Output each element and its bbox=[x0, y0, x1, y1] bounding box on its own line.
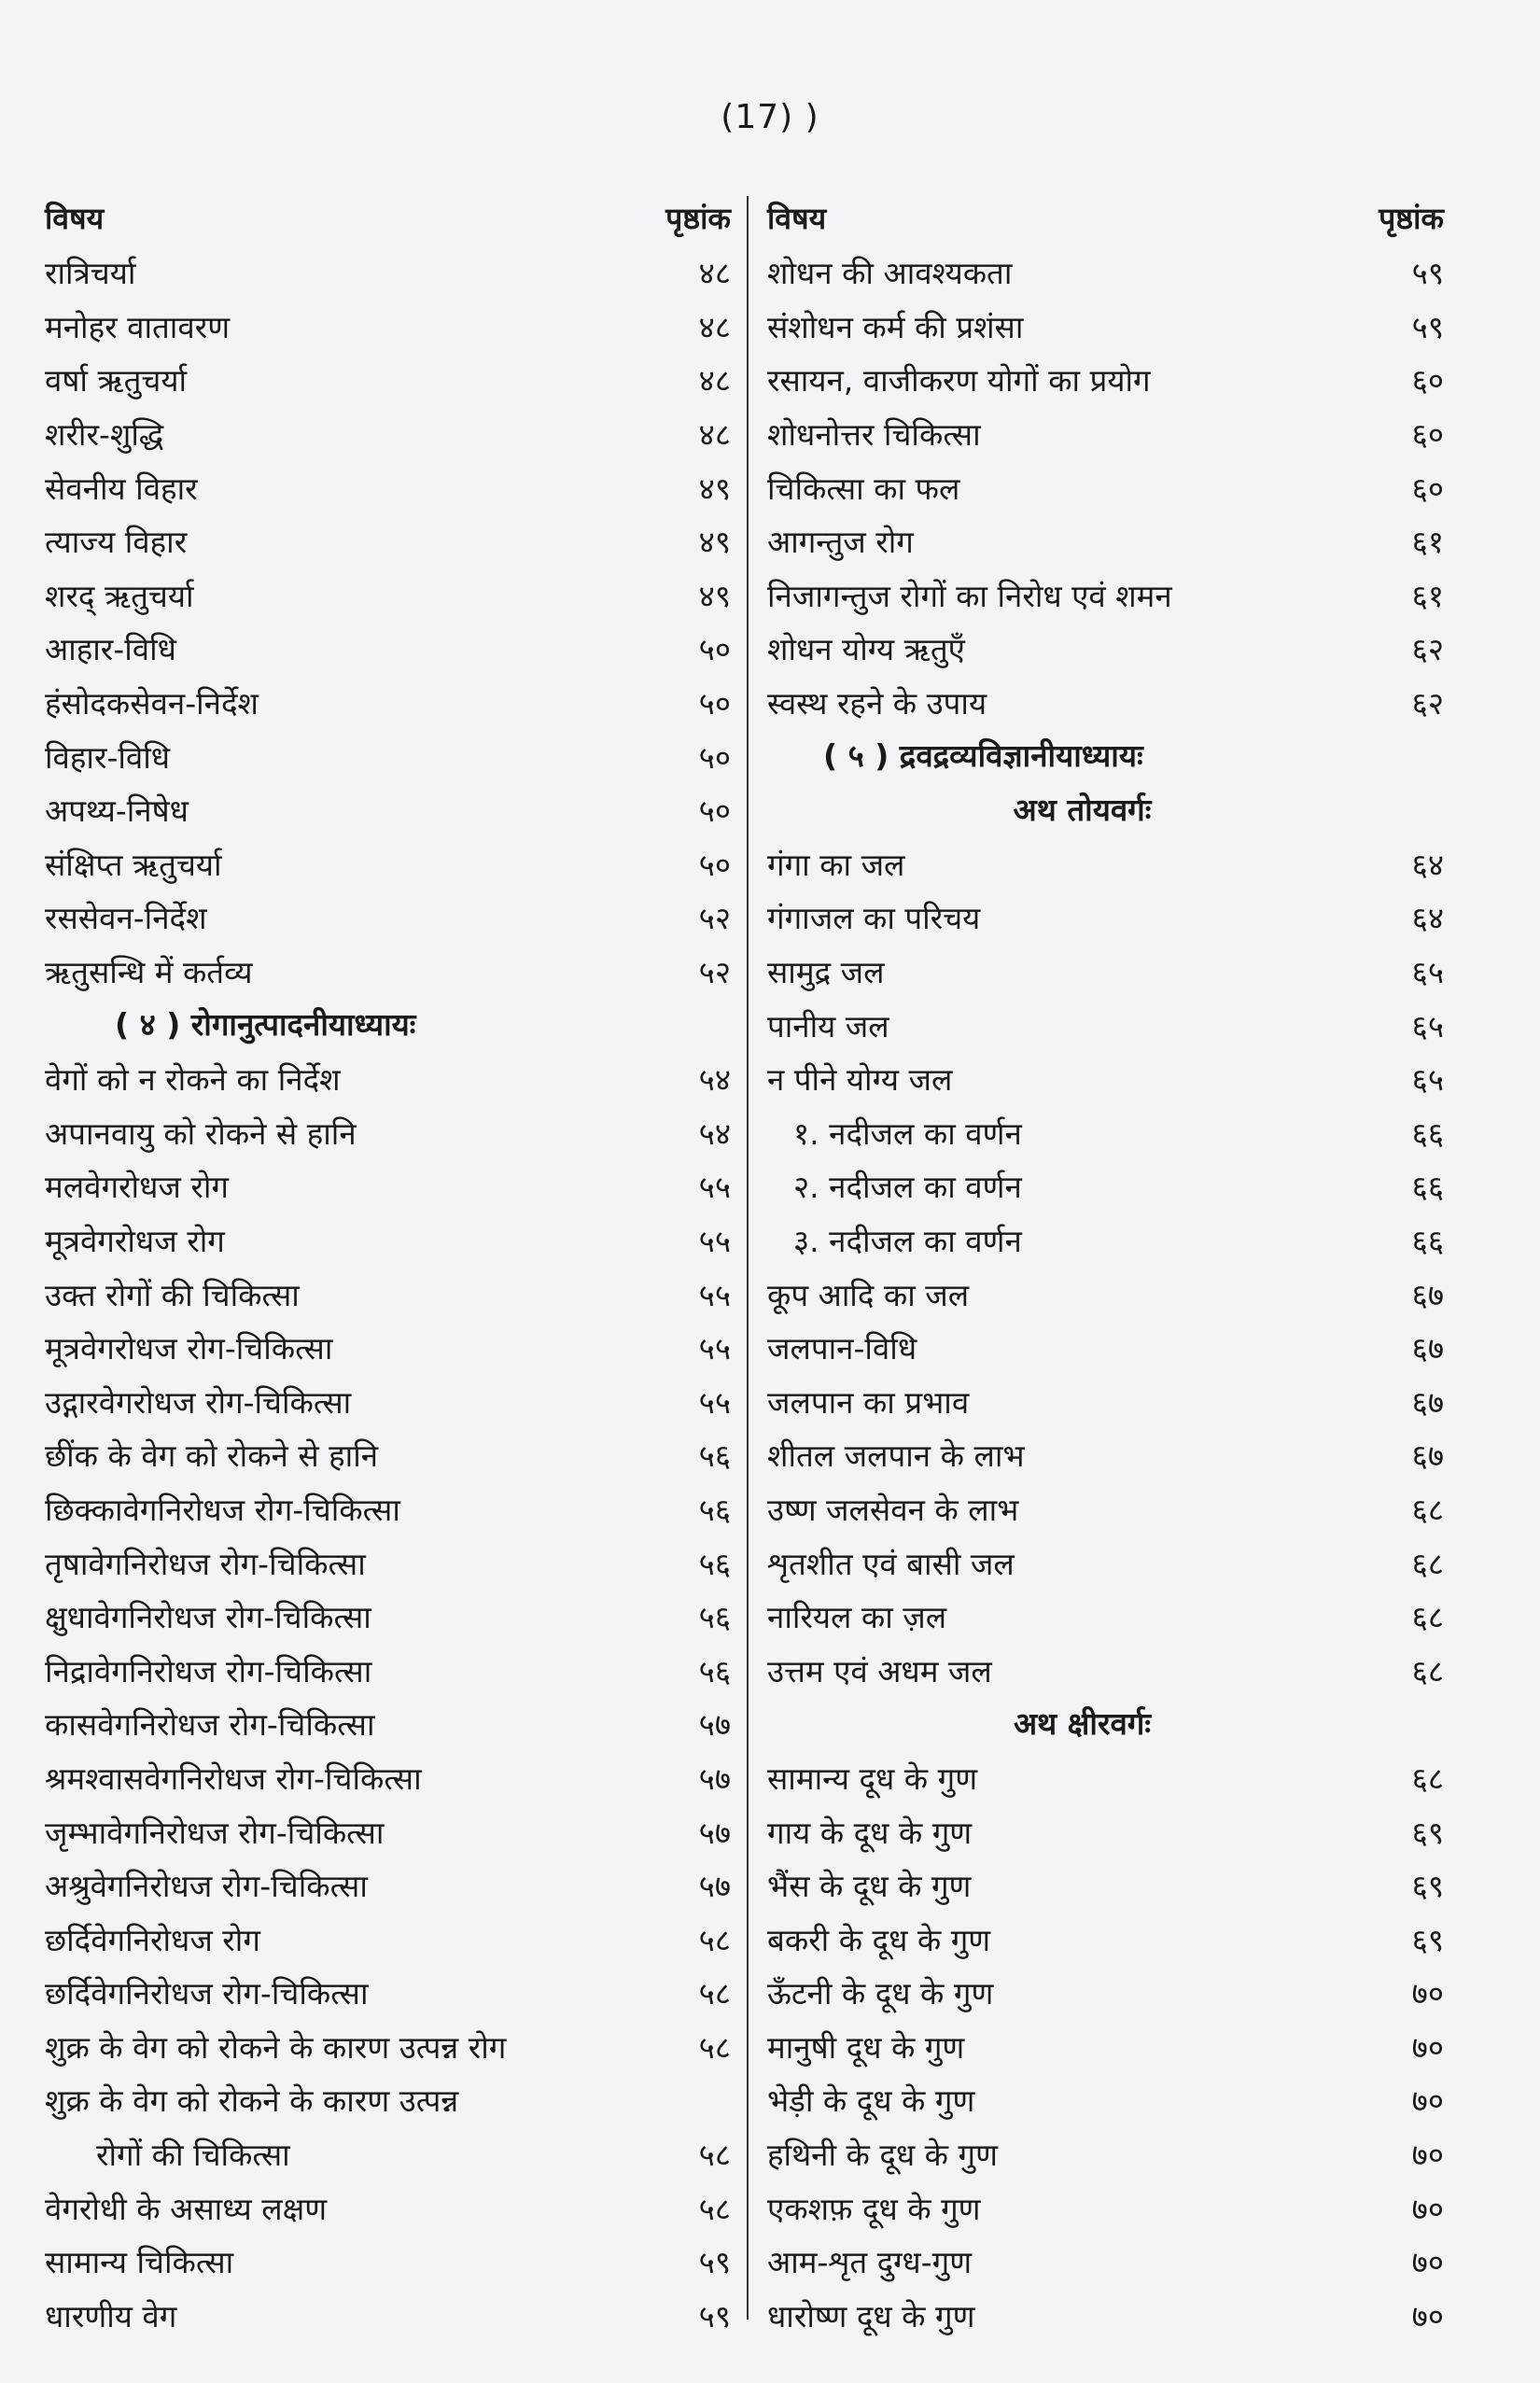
toc-entry-page: ६० bbox=[1411, 362, 1444, 400]
toc-entry-page: ५० bbox=[698, 631, 731, 668]
toc-entry bbox=[767, 407, 1444, 461]
toc-entry bbox=[45, 1482, 731, 1536]
toc-entry-title: जलपान-विधि bbox=[767, 1330, 917, 1367]
toc-entry-page: ६६ bbox=[1411, 1114, 1444, 1152]
right-header-subject: विषय bbox=[767, 201, 827, 236]
toc-entry bbox=[45, 407, 731, 461]
toc-entry bbox=[767, 1966, 1444, 2020]
left-header bbox=[45, 191, 731, 245]
toc-entry bbox=[767, 622, 1444, 676]
toc-entry-title: छर्दिवेगनिरोधज रोग-चिकित्सा bbox=[45, 1975, 369, 2012]
toc-entry-title: आगन्तुज रोग bbox=[767, 524, 914, 561]
right-column bbox=[767, 191, 1444, 2342]
toc-entry bbox=[45, 1858, 731, 1913]
toc-entry-title: उष्ण जलसेवन के लाभ bbox=[767, 1491, 1019, 1528]
chapter-heading: ( ४ ) रोगानुत्पादनीयाध्यायः bbox=[115, 1006, 416, 1044]
toc-entry-title: कासवेगनिरोधज रोग-चिकित्सा bbox=[45, 1706, 375, 1744]
toc-entry-page: ४९ bbox=[698, 577, 731, 614]
toc-entry-page: ६८ bbox=[1411, 1652, 1444, 1689]
toc-entry-title: अपानवायु को रोकने से हानि bbox=[45, 1114, 357, 1152]
toc-entry-title: धारणीय वेग bbox=[45, 2297, 177, 2334]
toc-entry-page: ६५ bbox=[1411, 954, 1444, 991]
toc-entry-title: गंगा का जल bbox=[767, 846, 905, 883]
toc-entry bbox=[45, 2020, 731, 2074]
right-header-page: पृष्ठांक bbox=[1379, 201, 1444, 236]
toc-entry-page: ५० bbox=[698, 738, 731, 776]
toc-entry-title: मूत्रवेगरोधज रोग-चिकित्सा bbox=[45, 1330, 333, 1367]
toc-entry-title: रात्रिचर्या bbox=[45, 255, 136, 292]
toc-entry-title: मलवेगरोधज रोग bbox=[45, 1169, 229, 1206]
toc-entry-page: ४८ bbox=[698, 308, 731, 345]
toc-entry bbox=[767, 890, 1444, 945]
toc-entry bbox=[45, 460, 731, 514]
toc-entry bbox=[767, 1590, 1444, 1644]
toc-entry bbox=[45, 729, 731, 783]
toc-entry-page: ५० bbox=[698, 792, 731, 830]
toc-entry bbox=[767, 2235, 1444, 2289]
toc-entry bbox=[45, 245, 731, 300]
toc-entry-title: क्षुधावेगनिरोधज रोग-चिकित्सा bbox=[45, 1599, 371, 1636]
toc-entry bbox=[45, 2180, 731, 2235]
toc-entry bbox=[767, 2127, 1444, 2181]
toc-entry bbox=[767, 1106, 1444, 1160]
toc-entry-title: आम-शृत दुग्ध-गुण bbox=[767, 2244, 973, 2281]
toc-entry-title: उद्गारवेगरोधज रोग-चिकित्सा bbox=[45, 1383, 352, 1421]
toc-entry-page: ५६ bbox=[698, 1491, 731, 1528]
toc-entry bbox=[767, 945, 1444, 999]
section-heading: अथ क्षीरवर्गः bbox=[1013, 1705, 1152, 1743]
toc-entry bbox=[767, 1804, 1444, 1858]
toc-entry-title: आहार-विधि bbox=[45, 631, 176, 668]
toc-entry bbox=[45, 1106, 731, 1160]
toc-entry-page: ६२ bbox=[1411, 685, 1444, 722]
toc-entry-page: ५९ bbox=[698, 2244, 731, 2281]
toc-entry bbox=[767, 1535, 1444, 1590]
toc-entry-page: ६२ bbox=[1411, 631, 1444, 668]
toc-entry-page: ६८ bbox=[1411, 1759, 1444, 1797]
toc-entry-title: ऊँटनी के दूध के गुण bbox=[767, 1975, 994, 2012]
toc-entry-page: ६८ bbox=[1411, 1599, 1444, 1636]
toc-entry-title: शरद् ऋतुचर्या bbox=[45, 577, 194, 614]
toc-entry bbox=[767, 1643, 1444, 1697]
toc-entry bbox=[45, 2127, 731, 2181]
toc-entry bbox=[767, 300, 1444, 354]
toc-entry-title: सामुद्र जल bbox=[767, 954, 885, 991]
toc-entry-page: ४८ bbox=[698, 416, 731, 454]
toc-entry-title: बकरी के दूध के गुण bbox=[767, 1921, 991, 1958]
toc-entry-title: उक्त रोगों की चिकित्सा bbox=[45, 1276, 300, 1313]
toc-entry-title: ३. नदीजल का वर्णन bbox=[793, 1222, 1022, 1259]
toc-entry-title: शीतल जलपान के लाभ bbox=[767, 1437, 1025, 1475]
toc-entry bbox=[767, 2020, 1444, 2074]
toc-entry bbox=[767, 837, 1444, 891]
toc-entry bbox=[45, 676, 731, 730]
toc-entry-page: ६८ bbox=[1411, 1491, 1444, 1528]
toc-entry-page: ६४ bbox=[1411, 900, 1444, 937]
toc-entry-page: ६८ bbox=[1411, 1545, 1444, 1582]
toc-entry-page: ५५ bbox=[698, 1383, 731, 1421]
toc-entry-title: निद्रावेगनिरोधज रोग-चिकित्सा bbox=[45, 1652, 372, 1689]
toc-entry bbox=[45, 622, 731, 676]
toc-entry-page: ६४ bbox=[1411, 846, 1444, 883]
toc-entry-page: ५७ bbox=[698, 1706, 731, 1744]
toc-entry-page: ५९ bbox=[1411, 308, 1444, 345]
toc-entry-page: ५० bbox=[698, 685, 731, 722]
toc-entry bbox=[767, 2073, 1444, 2127]
toc-entry-title: निजागन्तुज रोगों का निरोध एवं शमन bbox=[767, 577, 1172, 614]
toc-entry bbox=[767, 514, 1444, 568]
toc-entry-page: ६७ bbox=[1411, 1276, 1444, 1313]
toc-entry-title: उत्तम एवं अधम जल bbox=[767, 1652, 992, 1689]
toc-entry-title: भेड़ी के दूध के गुण bbox=[767, 2082, 975, 2120]
toc-entry-title: २. नदीजल का वर्णन bbox=[793, 1169, 1022, 1206]
toc-entry-page: ५७ bbox=[698, 1868, 731, 1905]
toc-entry bbox=[45, 2073, 731, 2127]
toc-entry bbox=[45, 353, 731, 407]
toc-entry-title: चिकित्सा का फल bbox=[767, 470, 960, 507]
toc-entry bbox=[45, 1966, 731, 2020]
toc-entry-title: वेगों को न रोकने का निर्देश bbox=[45, 1061, 341, 1099]
toc-entry-page: ५५ bbox=[698, 1169, 731, 1206]
toc-entry-title: रोगों की चिकित्सा bbox=[96, 2137, 290, 2174]
toc-entry-title: अपथ्य-निषेध bbox=[45, 792, 189, 830]
toc-entry-title: गंगाजल का परिचय bbox=[767, 900, 981, 937]
toc-entry-page: ५९ bbox=[698, 2297, 731, 2334]
toc-entry-title: भैंस के दूध के गुण bbox=[767, 1868, 972, 1905]
toc-entry bbox=[767, 1751, 1444, 1805]
toc-entry bbox=[767, 2289, 1444, 2343]
toc-entry-title: एकशफ़ दूध के गुण bbox=[767, 2190, 981, 2227]
toc-entry-page: ५७ bbox=[698, 1759, 731, 1797]
toc-entry bbox=[45, 1751, 731, 1805]
toc-entry-title: हथिनी के दूध के गुण bbox=[767, 2137, 998, 2174]
toc-entry-title: जलपान का प्रभाव bbox=[767, 1383, 970, 1421]
toc-entry-page: ६७ bbox=[1411, 1383, 1444, 1421]
toc-entry bbox=[45, 2235, 731, 2289]
toc-entry bbox=[767, 676, 1444, 730]
toc-entry-page: ४९ bbox=[698, 524, 731, 561]
toc-entry-page: ५२ bbox=[698, 954, 731, 991]
toc-entry-page: ५० bbox=[698, 846, 731, 883]
toc-entry bbox=[45, 1052, 731, 1106]
toc-entry-page: ६९ bbox=[1411, 1868, 1444, 1905]
toc-entry-page: ६९ bbox=[1411, 1921, 1444, 1958]
toc-entry-page: ४९ bbox=[698, 470, 731, 507]
toc-entry bbox=[767, 1374, 1444, 1428]
toc-entry-page: ५६ bbox=[698, 1437, 731, 1475]
toc-entry bbox=[45, 1267, 731, 1321]
toc-entry-title: छिक्कावेगनिरोधज रोग-चिकित्सा bbox=[45, 1491, 400, 1528]
toc-entry bbox=[45, 1374, 731, 1428]
toc-entry-title: कूप आदि का जल bbox=[767, 1276, 970, 1313]
toc-entry-title: धारोष्ण दूध के गुण bbox=[767, 2297, 975, 2334]
toc-entry-page: ५७ bbox=[698, 1814, 731, 1851]
toc-entry bbox=[767, 353, 1444, 407]
toc-entry-page: ६५ bbox=[1411, 1061, 1444, 1099]
toc-entry-title: विहार-विधि bbox=[45, 738, 171, 776]
toc-entry-page: ५२ bbox=[698, 900, 731, 937]
toc-entry bbox=[45, 1428, 731, 1482]
toc-entry-page: ७० bbox=[1411, 2137, 1444, 2174]
toc-entry-title: वेगरोधी के असाध्य लक्षण bbox=[45, 2190, 328, 2227]
toc-entry bbox=[45, 1804, 731, 1858]
toc-entry-title: सामान्य चिकित्सा bbox=[45, 2244, 234, 2281]
toc-entry bbox=[767, 1912, 1444, 1966]
toc-entry-title: जृम्भावेगनिरोधज रोग-चिकित्सा bbox=[45, 1814, 385, 1851]
toc-entry-title: १. नदीजल का वर्णन bbox=[793, 1114, 1022, 1152]
toc-entry bbox=[45, 2289, 731, 2343]
toc-entry-page: ६० bbox=[1411, 416, 1444, 454]
toc-entry-title: शोधनोत्तर चिकित्सा bbox=[767, 416, 981, 454]
toc-entry-page: ७० bbox=[1411, 2244, 1444, 2281]
toc-entry-title: अश्रुवेगनिरोधज रोग-चिकित्सा bbox=[45, 1868, 368, 1905]
left-header-page: पृष्ठांक bbox=[665, 201, 731, 236]
toc-entry bbox=[45, 514, 731, 568]
section-heading: अथ तोयवर्गः bbox=[1013, 791, 1152, 828]
toc-entry bbox=[767, 1052, 1444, 1106]
toc-entry bbox=[767, 1267, 1444, 1321]
toc-entry-title: ऋतुसन्धि में कर्तव्य bbox=[45, 954, 253, 991]
toc-entry bbox=[45, 1159, 731, 1213]
chapter-heading: ( ५ ) द्रवद्रव्यविज्ञानीयाध्यायः bbox=[823, 737, 1143, 775]
toc-entry-page: ५६ bbox=[698, 1599, 731, 1636]
toc-entry-page: ५८ bbox=[698, 1975, 731, 2012]
toc-entry bbox=[45, 837, 731, 891]
toc-entry-page: ६१ bbox=[1411, 524, 1444, 561]
right-header bbox=[767, 191, 1444, 245]
toc-entry-page: ५८ bbox=[698, 2190, 731, 2227]
toc-entry bbox=[45, 568, 731, 623]
toc-entry-page: ६५ bbox=[1411, 1007, 1444, 1044]
toc-entry bbox=[767, 245, 1444, 300]
right-toc-list bbox=[767, 245, 1444, 2342]
toc-entry-page: ७० bbox=[1411, 2297, 1444, 2334]
left-toc-list bbox=[45, 245, 731, 2342]
toc-entry bbox=[767, 1321, 1444, 1375]
toc-entry-page: ७० bbox=[1411, 2190, 1444, 2227]
toc-entry bbox=[45, 300, 731, 354]
toc-entry-page: ५४ bbox=[698, 1061, 731, 1099]
toc-entry-page: ५८ bbox=[698, 2137, 731, 2174]
toc-entry bbox=[45, 1697, 731, 1751]
toc-entry-title: शोधन की आवश्यकता bbox=[767, 255, 1013, 292]
toc-entry-page: ५८ bbox=[698, 2028, 731, 2066]
toc-entry-page: ७० bbox=[1411, 1975, 1444, 2012]
toc-entry-title: तृषावेगनिरोधज रोग-चिकित्सा bbox=[45, 1545, 366, 1582]
toc-entry-page: ५६ bbox=[698, 1545, 731, 1582]
toc-entry bbox=[767, 568, 1444, 623]
toc-entry-page: ४८ bbox=[698, 255, 731, 292]
toc-entry-page: ६६ bbox=[1411, 1222, 1444, 1259]
toc-entry bbox=[767, 1213, 1444, 1268]
toc-entry-page: ५५ bbox=[698, 1330, 731, 1367]
toc-entry-page: ५९ bbox=[1411, 255, 1444, 292]
toc-entry-title: वर्षा ऋतुचर्या bbox=[45, 362, 188, 400]
toc-entry bbox=[45, 1321, 731, 1375]
toc-entry bbox=[767, 1159, 1444, 1213]
page-number: (17) ) bbox=[721, 98, 819, 136]
toc-entry-title: सामान्य दूध के गुण bbox=[767, 1759, 978, 1797]
toc-entry-title: सेवनीय विहार bbox=[45, 470, 198, 507]
toc-entry-title: पानीय जल bbox=[767, 1007, 889, 1044]
toc-entry bbox=[45, 945, 731, 999]
toc-entry-title: शरीर-शुद्धि bbox=[45, 416, 164, 454]
toc-entry-title: संक्षिप्त ऋतुचर्या bbox=[45, 846, 222, 883]
toc-entry-title: मूत्रवेगरोधज रोग bbox=[45, 1222, 225, 1259]
left-header-subject: विषय bbox=[45, 201, 105, 236]
toc-entry-title: गाय के दूध के गुण bbox=[767, 1814, 973, 1851]
toc-entry-title: रसायन, वाजीकरण योगों का प्रयोग bbox=[767, 362, 1151, 400]
toc-entry-page: ५८ bbox=[698, 1921, 731, 1958]
left-column bbox=[45, 191, 731, 2342]
toc-entry-page: ६० bbox=[1411, 470, 1444, 507]
toc-entry-page: ५५ bbox=[698, 1276, 731, 1313]
toc-entry-title: शृतशीत एवं बासी जल bbox=[767, 1545, 1015, 1582]
toc-entry-title: श्रमश्वासवेगनिरोधज रोग-चिकित्सा bbox=[45, 1759, 422, 1797]
toc-entry-page: ६७ bbox=[1411, 1330, 1444, 1367]
toc-entry-page: ६७ bbox=[1411, 1437, 1444, 1475]
toc-entry bbox=[45, 1643, 731, 1697]
toc-entry bbox=[45, 783, 731, 837]
toc-entry bbox=[45, 1213, 731, 1268]
toc-entry-page: ५४ bbox=[698, 1114, 731, 1152]
toc-entry-title: संशोधन कर्म की प्रशंसा bbox=[767, 308, 1024, 345]
toc-entry-title: न पीने योग्य जल bbox=[767, 1061, 953, 1099]
toc-entry bbox=[767, 1858, 1444, 1913]
toc-entry bbox=[767, 1428, 1444, 1482]
toc-entry-title: हंसोदकसेवन-निर्देश bbox=[45, 685, 259, 722]
toc-entry-title: शुक्र के वेग को रोकने के कारण उत्पन्न bbox=[45, 2082, 459, 2120]
toc-entry-page: ५५ bbox=[698, 1222, 731, 1259]
toc-entry bbox=[767, 2180, 1444, 2235]
toc-entry-page: ६९ bbox=[1411, 1814, 1444, 1851]
toc-entry-title: छींक के वेग को रोकने से हानि bbox=[45, 1437, 379, 1475]
toc-entry-title: स्वस्थ रहने के उपाय bbox=[767, 685, 987, 722]
column-divider bbox=[747, 196, 749, 2320]
toc-entry bbox=[767, 460, 1444, 514]
toc-entry-title: त्याज्य विहार bbox=[45, 524, 188, 561]
toc-entry-page: ६१ bbox=[1411, 577, 1444, 614]
toc-entry bbox=[45, 1590, 731, 1644]
toc-entry bbox=[767, 1482, 1444, 1536]
toc-entry-title: शोधन योग्य ऋतुएँ bbox=[767, 631, 965, 668]
toc-entry bbox=[767, 998, 1444, 1052]
toc-entry-page: ६६ bbox=[1411, 1169, 1444, 1206]
toc-entry-title: मनोहर वातावरण bbox=[45, 308, 231, 345]
toc-entry bbox=[45, 1535, 731, 1590]
toc-entry-title: मानुषी दूध के गुण bbox=[767, 2028, 965, 2066]
toc-entry-page: ७० bbox=[1411, 2082, 1444, 2120]
toc-entry-page: ४८ bbox=[698, 362, 731, 400]
toc-entry bbox=[45, 890, 731, 945]
toc-entry-page: ७० bbox=[1411, 2028, 1444, 2066]
toc-entry-title: शुक्र के वेग को रोकने के कारण उत्पन्न रोग bbox=[45, 2028, 507, 2066]
toc-entry-page: ५६ bbox=[698, 1652, 731, 1689]
toc-entry-title: रससेवन-निर्देश bbox=[45, 900, 207, 937]
toc-entry-title: नारियल का ज़ल bbox=[767, 1599, 947, 1636]
toc-entry bbox=[45, 1912, 731, 1966]
toc-entry-title: छर्दिवेगनिरोधज रोग bbox=[45, 1921, 260, 1958]
